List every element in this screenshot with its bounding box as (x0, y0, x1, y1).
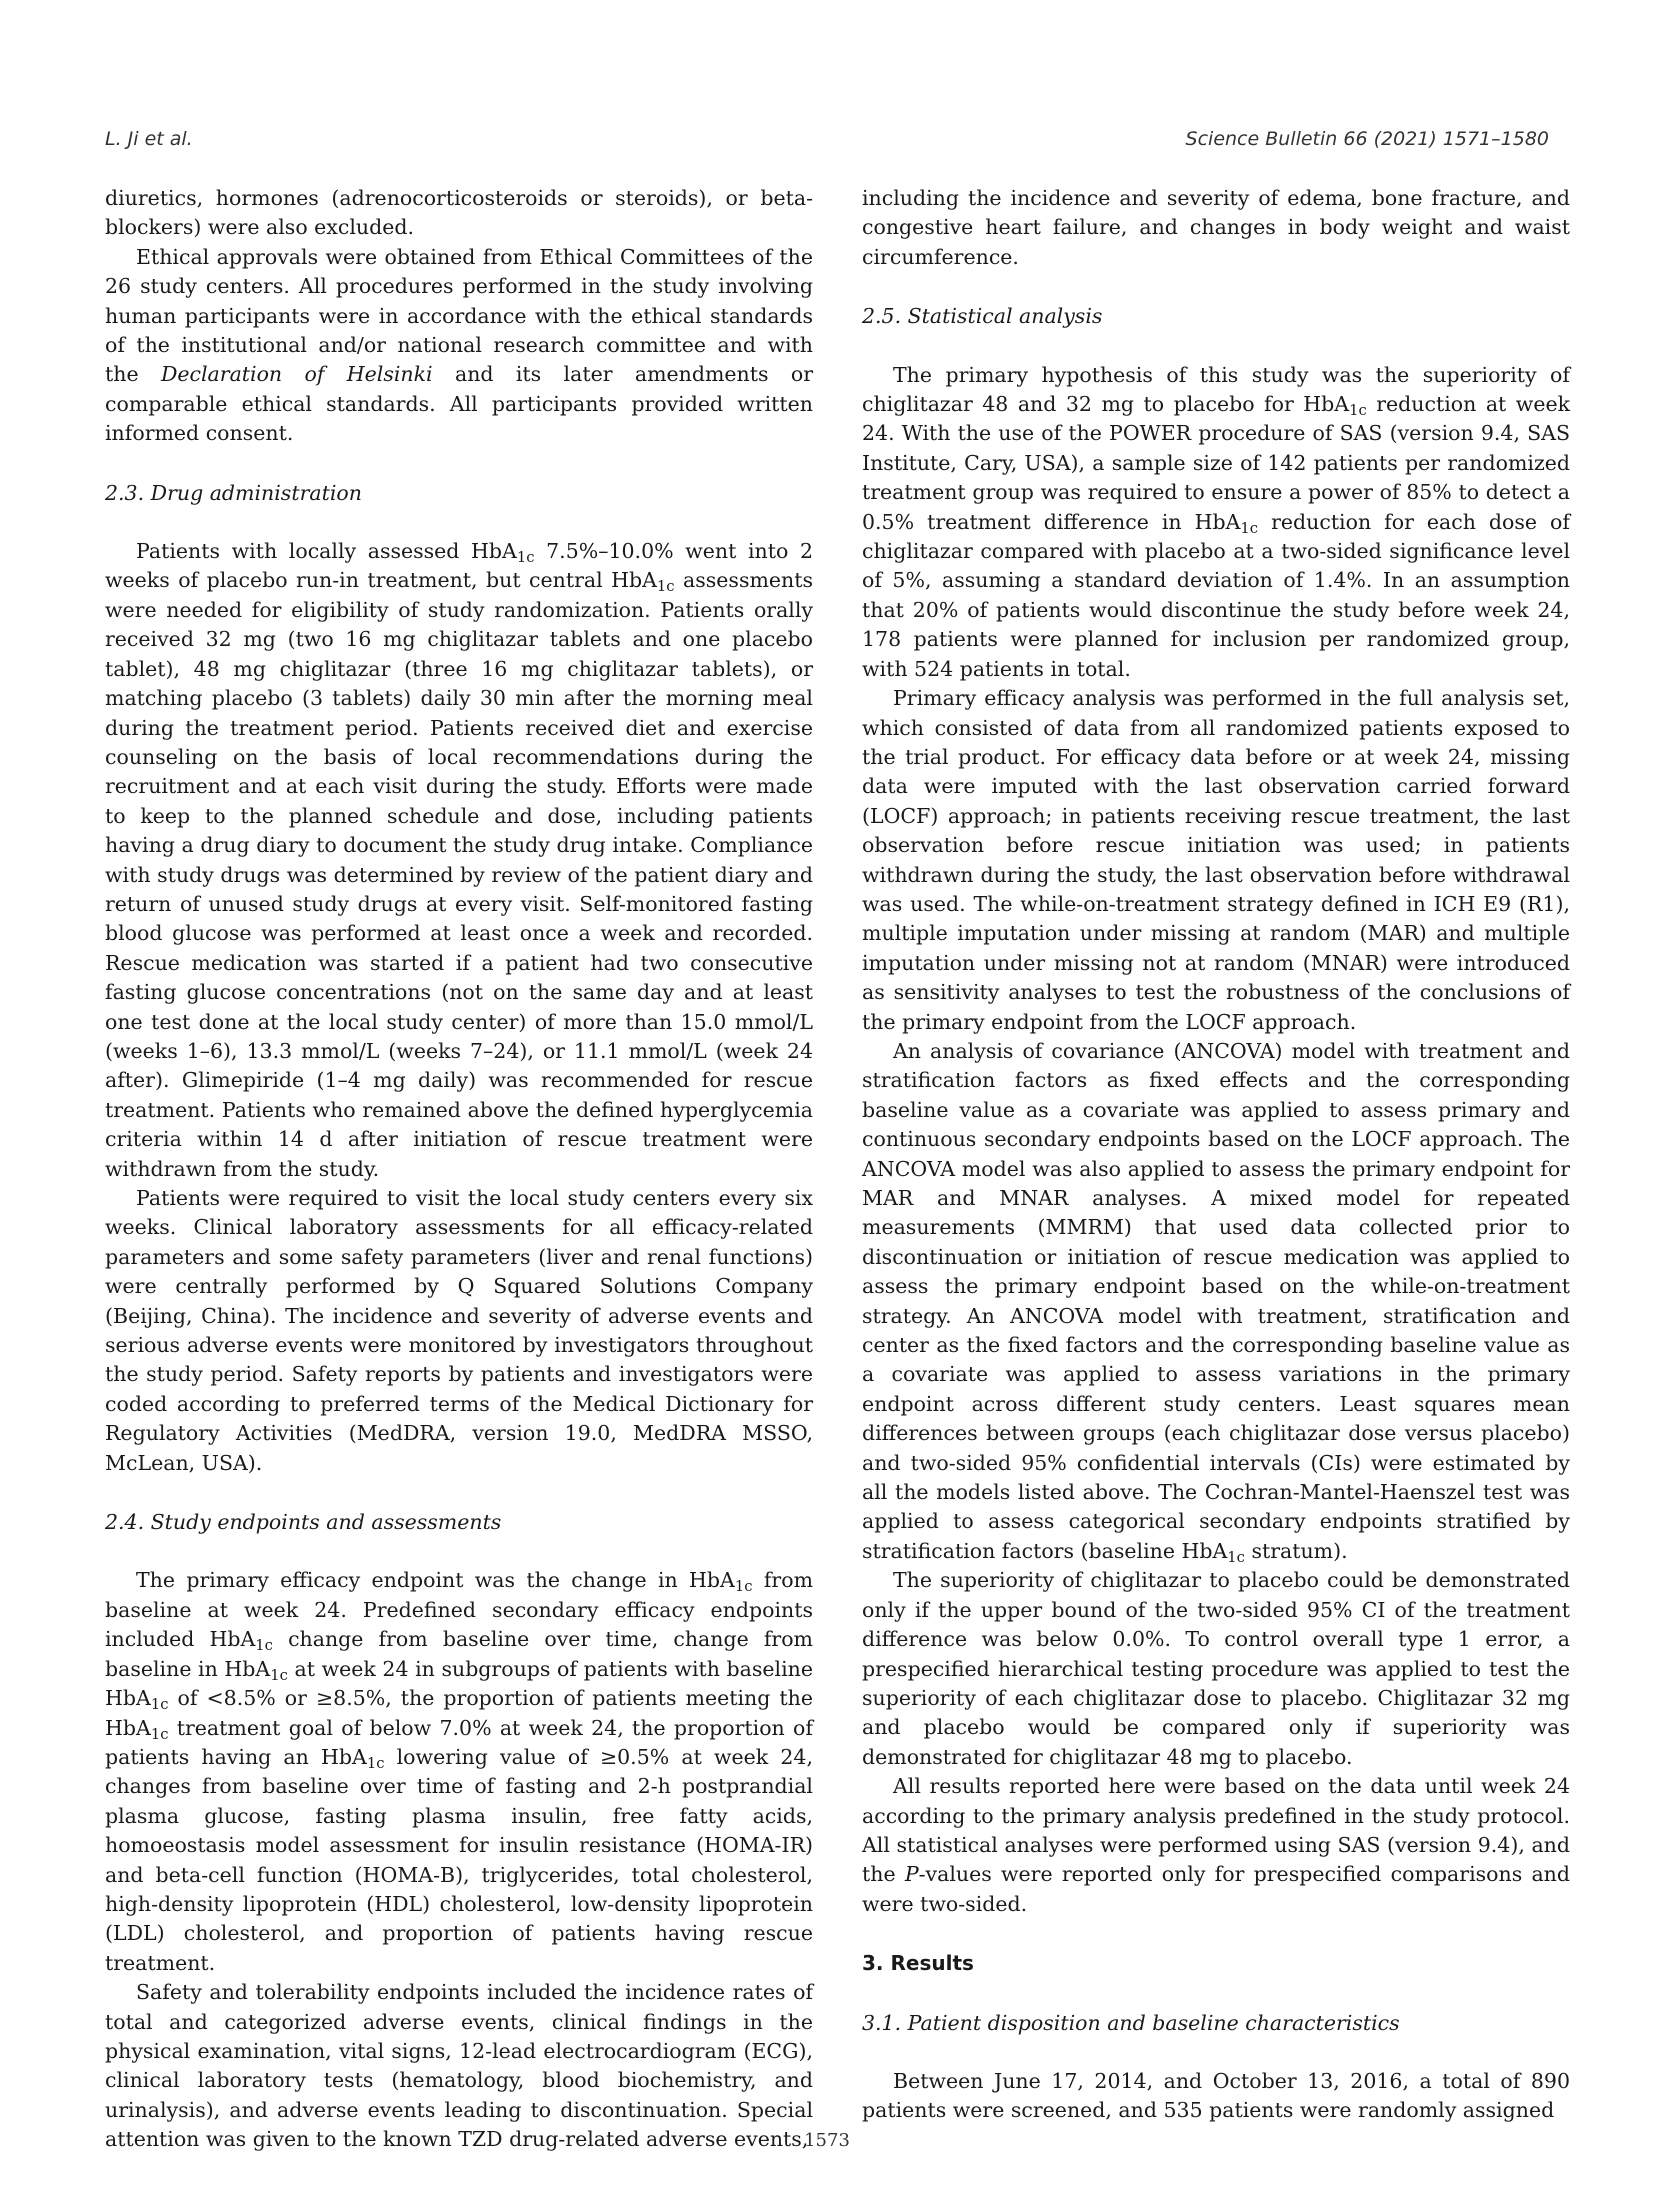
section-heading-3: 3. Results (862, 1951, 974, 1976)
running-header (105, 128, 1549, 154)
paragraph: Ethical approvals were obtained from Ethical Committees of the 26 study centers. All procedures performed in the study involving human participants were in accordance with the ethical standards of the institutional and/or national research committee and with the Declaration of Helsinki and its later amendments or comparable ethical standards. All participants provided written informed consent. (105, 244, 814, 446)
paragraph: The superiority of chiglitazar to placebo could be demonstrated only if the upper bound of the two-sided 95% CI of the treatment difference was below 0.0%. To control overall type 1 error, a prespecified hierarchical testing procedure was applied to test the superiority of each chiglitazar dose to placebo. Chiglitazar 32 mg and placebo would be compared only if superiority was demonstrated for chiglitazar 48 mg to placebo. (862, 1568, 1570, 1769)
section-heading-2-3: 2.3. Drug administration (105, 480, 362, 505)
paragraph: Patients with locally assessed HbA$_{1c}$ 7.5%–10.0% went into 2 weeks of placebo run-in treatment, but central HbA$_{1c}$ assessments were needed for eligibility of study randomization. Patients orally received 32 mg (two 16 mg chiglitazar tablets and one placebo tablet), 48 mg chiglitazar (three 16 mg chiglitazar tablets), or matching placebo (3 tablets) daily 30 min after the morning meal during the treatment period. Patients received diet and exercise counseling on the basis of local recommendations during the recruitment and at each visit during the study. Efforts were made to keep to the planned schedule and dose, including patients having a drug diary to document the study drug intake. Compliance with study drugs was determined by review of the patient diary and return of unused study drugs at every visit. Self-monitored fasting blood glucose was performed at least once a week and recorded. Rescue medication was started if a patient had two consecutive fasting glucose concentrations (not on the same day and at least one test done at the local study center) of more than 15.0 mmol/L (weeks 1–6), 13.3 mmol/L (weeks 7–24), or 11.1 mmol/L (week 24 after). Glimepiride (1–4 mg daily) was recommended for rescue treatment. Patients who remained above the defined hyperglycemia criteria within 14 d after initiation of rescue treatment were withdrawn from the study. (105, 539, 814, 1181)
left-column (105, 184, 813, 2155)
paragraph: Patients were required to visit the local study centers every six weeks. Clinical laboratory assessments for all efficacy-related parameters and some safety parameters (liver and renal functions) were centrally performed by Q Squared Solutions Company (Beijing, China). The incidence and severity of adverse events and serious adverse events were monitored by investigators throughout the study period. Safety reports by patients and investigators were coded according to preferred terms of the Medical Dictionary for Regulatory Activities (MedDRA, version 19.0, MedDRA MSSO, McLean, USA). (105, 1186, 813, 1475)
section-heading-2-5: 2.5. Statistical analysis (862, 304, 1103, 329)
section-heading-3-1: 3.1. Patient disposition and baseline characteristics (862, 2010, 1400, 2035)
page-number: 1573 (804, 2130, 850, 2151)
paragraph: The primary hypothesis of this study was the superiority of chiglitazar 48 and 32 mg to placebo for HbA$_{1c}$ reduction at week 24. With the use of the POWER procedure of SAS (version 9.4, SAS Institute, Cary, USA), a sample size of 142 patients per randomized treatment group was required to ensure a power of 85% to detect a 0.5% treatment difference in HbA$_{1c}$ reduction for each dose of chiglitazar compared with placebo at a two-sided significance level of 5%, assuming a standard deviation of 1.4%. In an assumption that 20% of patients would discontinue the study before week 24, 178 patients were planned for inclusion per randomized group, with 524 patients in total. (862, 362, 1571, 681)
paragraph: Safety and tolerability endpoints included the incidence rates of total and categorized adverse events, clinical findings in the physical examination, vital signs, 12-lead electrocardiogram (ECG), clinical laboratory tests (hematology, blood biochemistry, and urinalysis), and adverse events leading to discontinuation. Special attention was given to the known TZD drug-related adverse events, (105, 1980, 813, 2152)
paragraph: diuretics, hormones (adrenocorticosteroids or steroids), or beta-blockers) were also excluded. (105, 186, 813, 240)
header-authors: L. Ji et al. (105, 128, 193, 150)
paragraph: An analysis of covariance (ANCOVA) model with treatment and stratification factors as fixed effects and the corresponding baseline value as a covariate was applied to assess primary and continuous secondary endpoints based on the LOCF approach. The ANCOVA model was also applied to assess the primary endpoint for MAR and MNAR analyses. A mixed model for repeated measurements (MMRM) that used data collected prior to discontinuation or initiation of rescue medication was applied to assess the primary endpoint based on the while-on-treatment strategy. An ANCOVA model with treatment, stratification and center as the fixed factors and the corresponding baseline value as a covariate was applied to assess variations in the primary endpoint across different study centers. Least squares mean differences between groups (each chiglitazar dose versus placebo) and two-sided 95% confidential intervals (CIs) were estimated by all the models listed above. The Cochran-Mantel-Haenszel test was applied to assess categorical secondary endpoints stratified by stratification factors (baseline HbA$_{1c}$ stratum). (862, 1038, 1570, 1566)
section-heading-2-4: 2.4. Study endpoints and assessments (105, 1510, 502, 1535)
paragraph: Primary efficacy analysis was performed in the full analysis set, which consisted of data from all randomized patients exposed to the trial product. For efficacy data before or at week 24, missing data were imputed with the last observation carried forward (LOCF) approach; in patients receiving rescue treatment, the last observation before rescue initiation was used; in patients withdrawn during the study, the last observation before withdrawal was used. The while-on-treatment strategy defined in ICH E9 (R1), multiple imputation under missing at random (MAR) and multiple imputation under missing not at random (MNAR) were introduced as sensitivity analyses to test the robustness of the conclusions of the primary endpoint from the LOCF approach. (862, 686, 1570, 1034)
paragraph: All results reported here were based on the data until week 24 according to the primary analysis predefined in the study protocol. All statistical analyses were performed using SAS (version 9.4), and the P-values were reported only for prespecified comparisons and were two-sided. (862, 1774, 1570, 1916)
header-journal: Science Bulletin 66 (2021) 1571–1580 (1185, 128, 1549, 150)
paragraph: including the incidence and severity of edema, bone fracture, and congestive heart failure, and changes in body weight and waist circumference. (862, 186, 1570, 269)
paragraph: The primary efficacy endpoint was the change in HbA$_{1c}$ from baseline at week 24. Predefined secondary efficacy endpoints included HbA$_{1c}$ change from baseline over time, change from baseline in HbA$_{1c}$ at week 24 in subgroups of patients with baseline HbA$_{1c}$ of <8.5% or ≥8.5%, the proportion of patients meeting the HbA$_{1c}$ treatment goal of below 7.0% at week 24, the proportion of patients having an HbA$_{1c}$ lowering value of ≥0.5% at week 24, changes from baseline over time of fasting and 2-h postprandial plasma glucose, fasting plasma insulin, free fatty acids, homoeostasis model assessment for insulin resistance (HOMA-IR) and beta-cell function (HOMA-B), triglycerides, total cholesterol, high-density lipoprotein (HDL) cholesterol, low-density lipoprotein (LDL) cholesterol, and proportion of patients having rescue treatment. (105, 1568, 814, 1975)
paragraph: Between June 17, 2014, and October 13, 2016, a total of 890 patients were screened, and 535 patients were randomly assigned (862, 2068, 1570, 2123)
right-column (862, 184, 1570, 2126)
